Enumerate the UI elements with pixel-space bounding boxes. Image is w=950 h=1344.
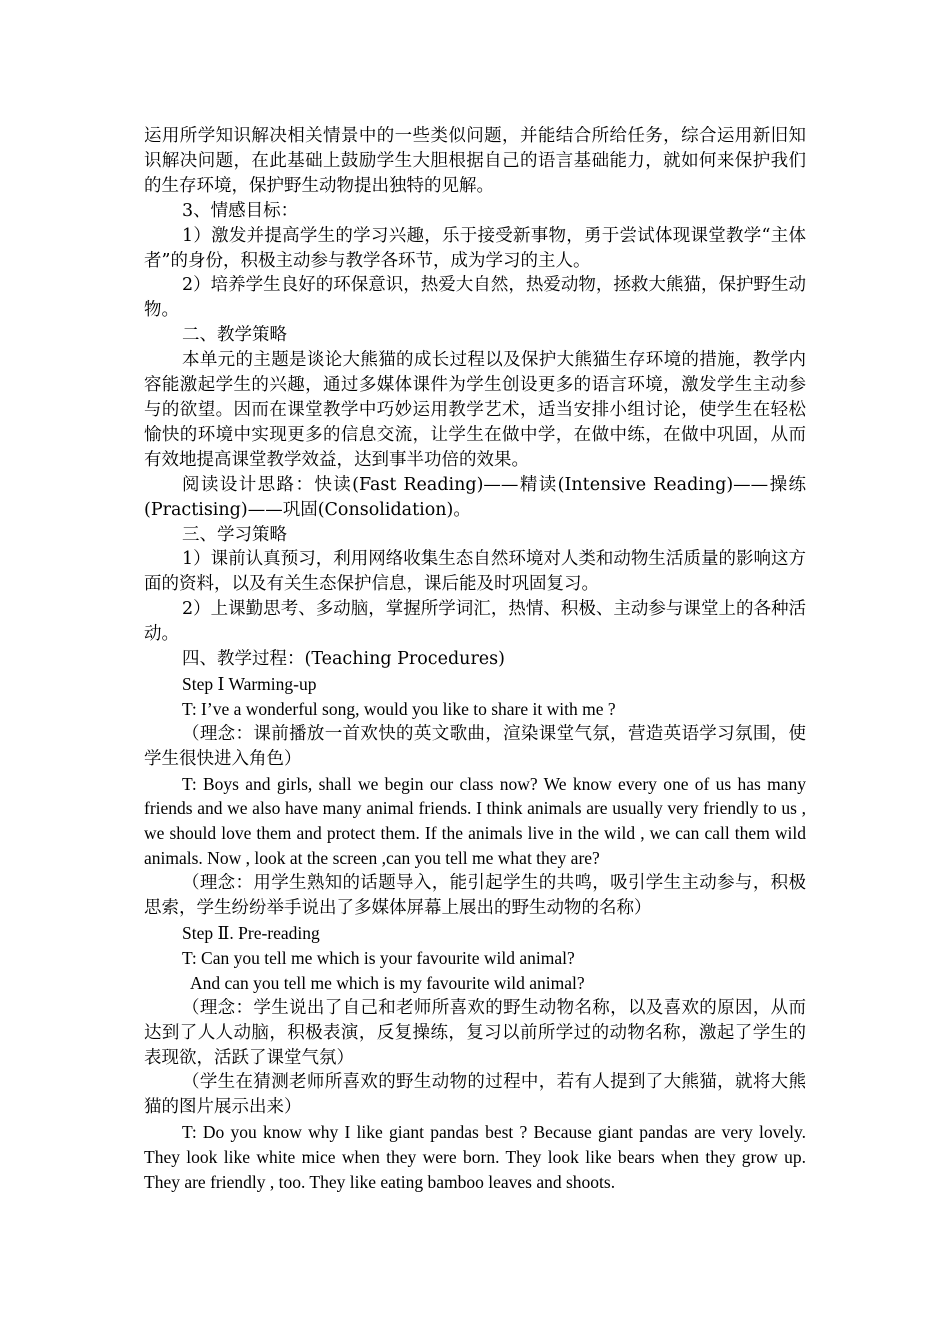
rationale-note: （理念：用学生熟知的话题导入，能引起学生的共鸣，吸引学生主动参与，积极思索，学生纷纷举手说出了多媒体屏幕上展出的野生动物的名称）	[144, 873, 806, 919]
paragraph: 2）上课勤思考、多动脑，掌握所学词汇，热情、积极、主动参与课堂上的各种活动。	[144, 599, 806, 645]
dialogue-line: T: Boys and girls, shall we begin our class now? We know every one of us has many friends and we also have many animal friends. I think animals are usually very friendly to us , we should love them and protect them. If the animals live in the wild , we can call them wild animals. Now , look at the screen ,can you tell me what they are?	[144, 773, 806, 869]
rationale-note: （理念：课前播放一首欢快的英文歌曲，渲染课堂气氛，营造英语学习氛围，使学生很快进入角色）	[144, 723, 806, 769]
dialogue-line: And can you tell me which is my favourite wild animal?	[190, 972, 585, 993]
rationale-note: （理念：学生说出了自己和老师所喜欢的野生动物名称，以及喜欢的原因，从而达到了人人动脑，积极表演，反复操练，复习以前所学过的动物名称，激起了学生的表现欲，活跃了课堂气氛）	[144, 997, 806, 1068]
section-heading-teaching-strategy: 二、教学策略	[182, 325, 287, 346]
paragraph: 运用所学知识解决相关情景中的一些类似问题，并能结合所给任务，综合运用新旧知识解决问题，在此基础上鼓励学生大胆根据自己的语言基础能力，就如何来保护我们的生存环境，保护野生动物提出独特的见解。	[144, 126, 806, 196]
dialogue-line: T: I’ve a wonderful song, would you like to share it with me ?	[182, 698, 616, 719]
paragraph: 本单元的主题是谈论大熊猫的成长过程以及保护大熊猫生存环境的措施，教学内容能激起学生的兴趣，通过多媒体课件为学生创设更多的语言环境，激发学生主动参与的欲望。因而在课堂教学中巧妙运用教学艺术，适当安排小组讨论，使学生在轻松愉快的环境中实现更多的信息交流，让学生在做中学，在做中练，在做中巩固，从而有效地提高课堂教学效益，达到事半功倍的效果。	[144, 350, 806, 470]
paragraph: 1）课前认真预习，利用网络收集生态自然环境对人类和动物生活质量的影响这方面的资料，以及有关生态保护信息，课后能及时巩固复习。	[144, 549, 806, 595]
document-body	[144, 124, 806, 1195]
dialogue-line: T: Can you tell me which is your favourite wild animal?	[182, 947, 575, 968]
section-heading-emotional-goals: 3、情感目标：	[182, 200, 299, 221]
section-heading-teaching-procedures: 四、教学过程：(Teaching Procedures)	[182, 649, 505, 670]
paragraph: 阅读设计思路：快读(Fast Reading)——精读(Intensive Reading)——操练(Practising)——巩固(Consolidation)。	[144, 474, 806, 520]
paragraph: 1）激发并提高学生的学习兴趣，乐于接受新事物，勇于尝试体现课堂教学“主体者”的身份，积极主动参与教学各环节，成为学习的主人。	[144, 225, 806, 271]
step-heading: Step Ⅱ. Pre-reading	[182, 923, 320, 943]
section-heading-learning-strategy: 三、学习策略	[182, 524, 287, 545]
paragraph: 2）培养学生良好的环保意识，热爱大自然，热爱动物，拯救大熊猫，保护野生动物。	[144, 275, 806, 321]
rationale-note: （学生在猜测老师所喜欢的野生动物的过程中，若有人提到了大熊猫，就将大熊猫的图片展示出来）	[144, 1072, 806, 1118]
step-heading: Step Ⅰ Warming-up	[182, 673, 317, 694]
dialogue-line: T: Do you know why I like giant pandas best ? Because giant pandas are very lovely. They look like white mice when they were born. They look like bears when they grow up. They are friendly , too. They like eating bamboo leaves and shoots.	[144, 1122, 806, 1193]
